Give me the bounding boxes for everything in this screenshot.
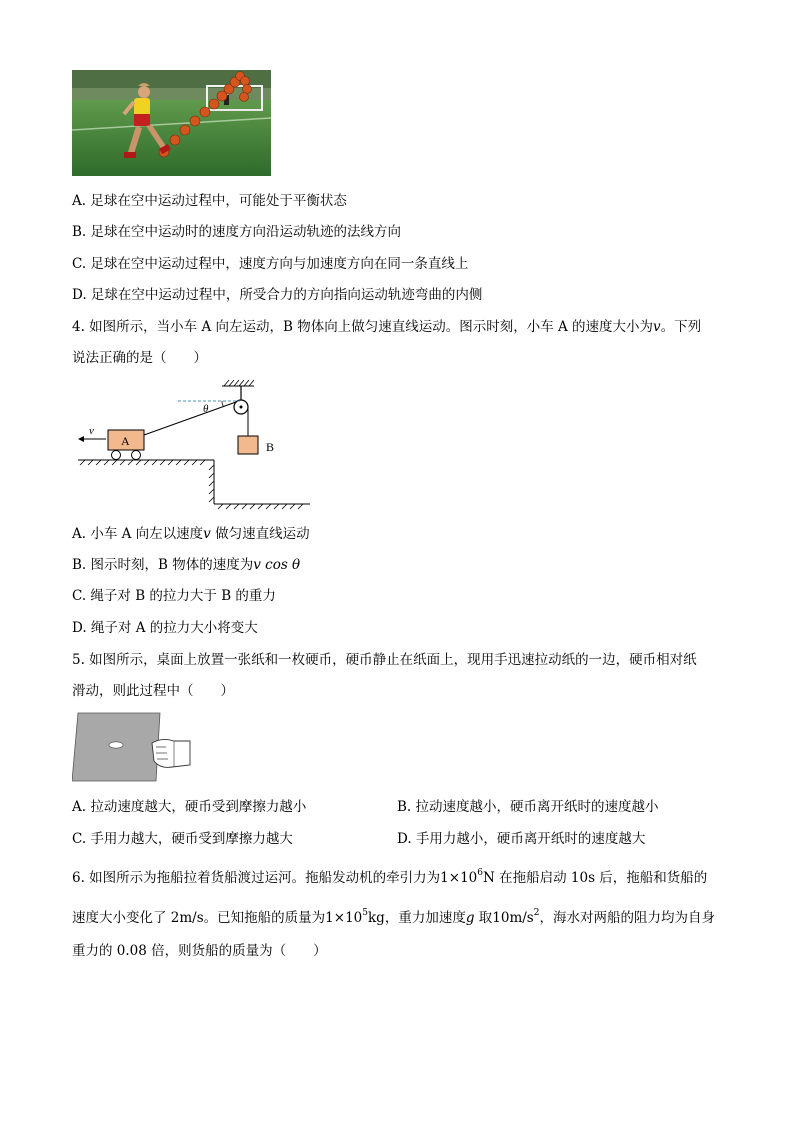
- q6-text-c: 速度大小变化了 2m/s。已知拖船的质量为: [72, 910, 326, 926]
- q5-option-a: A. 拉动速度越大，硬币受到摩擦力越小: [72, 799, 307, 815]
- q6-text-a: 6. 如图所示为拖船拉着货船渡过运河。拖船发动机的牵引力为: [72, 870, 441, 886]
- q6-g: g: [465, 910, 475, 926]
- q4-option-a-v: v: [203, 526, 211, 542]
- q4-option-a-pre: A. 小车 A 向左以速度: [72, 526, 204, 542]
- q4-stem-text: 4. 如图所示，当小车 A 向左运动，B 物体向上做匀速直线运动。图示时刻，小车 A 的速度大小为: [72, 319, 654, 335]
- q6-text-d: ，重力加速度: [384, 910, 466, 926]
- q3-option-c: C. 足球在空中运动过程中，速度方向与加速度方向在同一条直线上: [72, 256, 469, 272]
- q6-stem-line1: [72, 864, 707, 887]
- q3-option-a: A. 足球在空中运动过程中，可能处于平衡状态: [72, 193, 347, 209]
- q3-option-b: B. 足球在空中运动时的速度方向沿运动轨迹的法线方向: [72, 224, 402, 240]
- q6-mass-base: 1×10: [325, 910, 363, 926]
- q6-g-exp: 2: [533, 908, 540, 918]
- q5-stem-line1: 5. 如图所示，桌面上放置一张纸和一枚硬币，硬币静止在纸面上，现用手迅速拉动纸的一边，硬币相对纸: [72, 652, 697, 668]
- q4-option-b-expr: v cos θ: [253, 557, 301, 573]
- q4-label-a: A: [121, 434, 130, 448]
- q4-option-d: D. 绳子对 A 的拉力大小将变大: [72, 620, 258, 636]
- q4-option-a-post: 做匀速直线运动: [210, 526, 310, 542]
- q4-pulley-figure: [72, 376, 317, 514]
- q6-g-val: 10m/s: [492, 910, 534, 926]
- q6-text-e: 取: [474, 910, 493, 926]
- q6-text-f: ，海水对两船的阻力均为自身: [539, 910, 715, 926]
- q4-stem-line2: 说法正确的是（ ）: [72, 350, 207, 366]
- q6-stem-line2: [72, 904, 715, 927]
- q3-option-d: D. 足球在空中运动过程中，所受合力的方向指向运动轨迹弯曲的内侧: [72, 287, 483, 303]
- q5-option-b: B. 拉动速度越小，硬币离开纸时的速度越小: [397, 799, 659, 815]
- q4-label-theta: θ: [203, 403, 209, 415]
- q6-mass-exp: 5: [362, 908, 368, 918]
- soccer-kick-photo: [72, 70, 271, 176]
- q6-mass-unit: kg: [368, 910, 385, 926]
- q5-option-d: D. 手用力越小，硬币离开纸时的速度越大: [397, 831, 646, 847]
- q6-force-base: 1×10: [440, 870, 478, 886]
- q5-paper-coin-figure: [72, 711, 196, 783]
- q5-option-c: C. 手用力越大，硬币受到摩擦力越大: [72, 831, 293, 847]
- q5-stem-line2: 滑动，则此过程中（ ）: [72, 683, 234, 699]
- q6-stem-line3: 重力的 0.08 倍，则货船的质量为（ ）: [72, 943, 327, 959]
- q4-option-a: [72, 525, 310, 543]
- q4-stem-line1: [72, 318, 701, 336]
- q4-stem-end: 。下列: [660, 319, 702, 335]
- q4-stem-v: v: [653, 319, 661, 335]
- q4-label-v: v: [89, 425, 94, 437]
- q4-option-b: [72, 556, 300, 574]
- q4-option-c: C. 绳子对 B 的拉力大于 B 的重力: [72, 588, 276, 604]
- q6-force-unit: N: [483, 870, 495, 886]
- q4-label-b: B: [266, 440, 275, 454]
- q6-text-b: 在拖船启动 10s 后，拖船和货船的: [494, 870, 708, 886]
- q4-option-b-pre: B. 图示时刻，B 物体的速度为: [72, 557, 254, 573]
- q6-force-exp: 6: [477, 868, 483, 878]
